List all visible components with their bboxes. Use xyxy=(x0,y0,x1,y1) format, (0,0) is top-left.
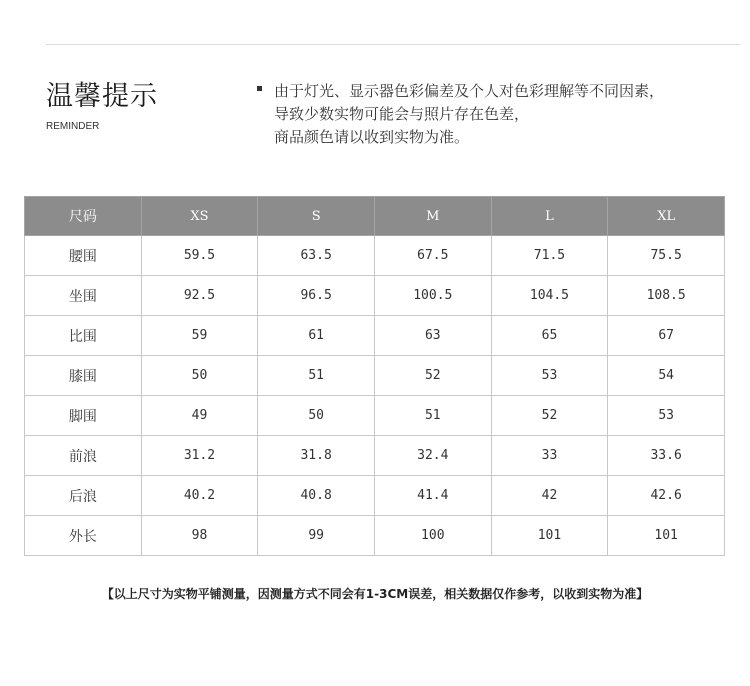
measurement-cell: 51 xyxy=(374,396,491,436)
measurement-cell: 108.5 xyxy=(608,276,725,316)
measurement-cell: 51 xyxy=(258,356,375,396)
measurement-cell: 31.8 xyxy=(258,436,375,476)
row-label: 脚围 xyxy=(25,396,142,436)
bullet-icon xyxy=(257,86,262,91)
measurement-cell: 42.6 xyxy=(608,476,725,516)
size-header-s: S xyxy=(258,197,375,236)
measurement-cell: 67.5 xyxy=(374,236,491,276)
measurement-cell: 67 xyxy=(608,316,725,356)
measurement-cell: 61 xyxy=(258,316,375,356)
row-label: 比围 xyxy=(25,316,142,356)
measurement-cell: 52 xyxy=(374,356,491,396)
measurement-cell: 53 xyxy=(491,356,608,396)
measurement-cell: 41.4 xyxy=(374,476,491,516)
measurement-cell: 40.2 xyxy=(141,476,258,516)
measurement-cell: 53 xyxy=(608,396,725,436)
table-row xyxy=(25,516,725,556)
row-label: 腰围 xyxy=(25,236,142,276)
measurement-cell: 104.5 xyxy=(491,276,608,316)
measurement-cell: 99 xyxy=(258,516,375,556)
table-row xyxy=(25,396,725,436)
reminder-title: 温馨提示 xyxy=(46,81,158,112)
measurement-cell: 59.5 xyxy=(141,236,258,276)
measurement-cell: 100.5 xyxy=(374,276,491,316)
measurement-cell: 63 xyxy=(374,316,491,356)
size-chart-table xyxy=(24,196,725,556)
measurement-cell: 101 xyxy=(491,516,608,556)
row-label: 后浪 xyxy=(25,476,142,516)
table-row xyxy=(25,316,725,356)
measurement-cell: 98 xyxy=(141,516,258,556)
reminder-notice xyxy=(254,80,734,149)
measurement-cell: 54 xyxy=(608,356,725,396)
measurement-cell: 75.5 xyxy=(608,236,725,276)
table-header-row xyxy=(25,197,725,236)
measurement-cell: 33 xyxy=(491,436,608,476)
size-header-m: M xyxy=(374,197,491,236)
measurement-cell: 50 xyxy=(141,356,258,396)
measurement-cell: 49 xyxy=(141,396,258,436)
measurement-cell: 52 xyxy=(491,396,608,436)
measurement-cell: 96.5 xyxy=(258,276,375,316)
measurement-cell: 32.4 xyxy=(374,436,491,476)
row-label: 前浪 xyxy=(25,436,142,476)
table-row xyxy=(25,356,725,396)
table-row xyxy=(25,236,725,276)
size-header-l: L xyxy=(491,197,608,236)
reminder-subtitle: REMINDER xyxy=(46,121,100,132)
table-row xyxy=(25,476,725,516)
top-divider xyxy=(46,44,740,45)
measurement-cell: 63.5 xyxy=(258,236,375,276)
table-row xyxy=(25,276,725,316)
measurement-cell: 33.6 xyxy=(608,436,725,476)
measurement-cell: 31.2 xyxy=(141,436,258,476)
measurement-cell: 40.8 xyxy=(258,476,375,516)
size-header-xs: XS xyxy=(141,197,258,236)
notice-line: 导致少数实物可能会与照片存在色差， xyxy=(274,105,530,123)
measurement-cell: 42 xyxy=(491,476,608,516)
measurement-cell: 50 xyxy=(258,396,375,436)
row-label: 膝围 xyxy=(25,356,142,396)
row-label: 外长 xyxy=(25,516,142,556)
row-label: 坐围 xyxy=(25,276,142,316)
measurement-cell: 65 xyxy=(491,316,608,356)
measurement-cell: 100 xyxy=(374,516,491,556)
measurement-cell: 71.5 xyxy=(491,236,608,276)
table-row xyxy=(25,436,725,476)
measurement-cell: 101 xyxy=(608,516,725,556)
notice-line: 由于灯光、显示器色彩偏差及个人对色彩理解等不同因素， xyxy=(274,82,665,100)
notice-line: 商品颜色请以收到实物为准。 xyxy=(274,128,470,146)
measurement-cell: 59 xyxy=(141,316,258,356)
measurement-footnote: 【以上尺寸为实物平铺测量，因测量方式不同会有1-3CM误差，相关数据仅作参考，以收到实物为准】 xyxy=(101,587,649,601)
measurement-cell: 92.5 xyxy=(141,276,258,316)
size-header-xl: XL xyxy=(608,197,725,236)
size-label-header: 尺码 xyxy=(25,197,142,236)
